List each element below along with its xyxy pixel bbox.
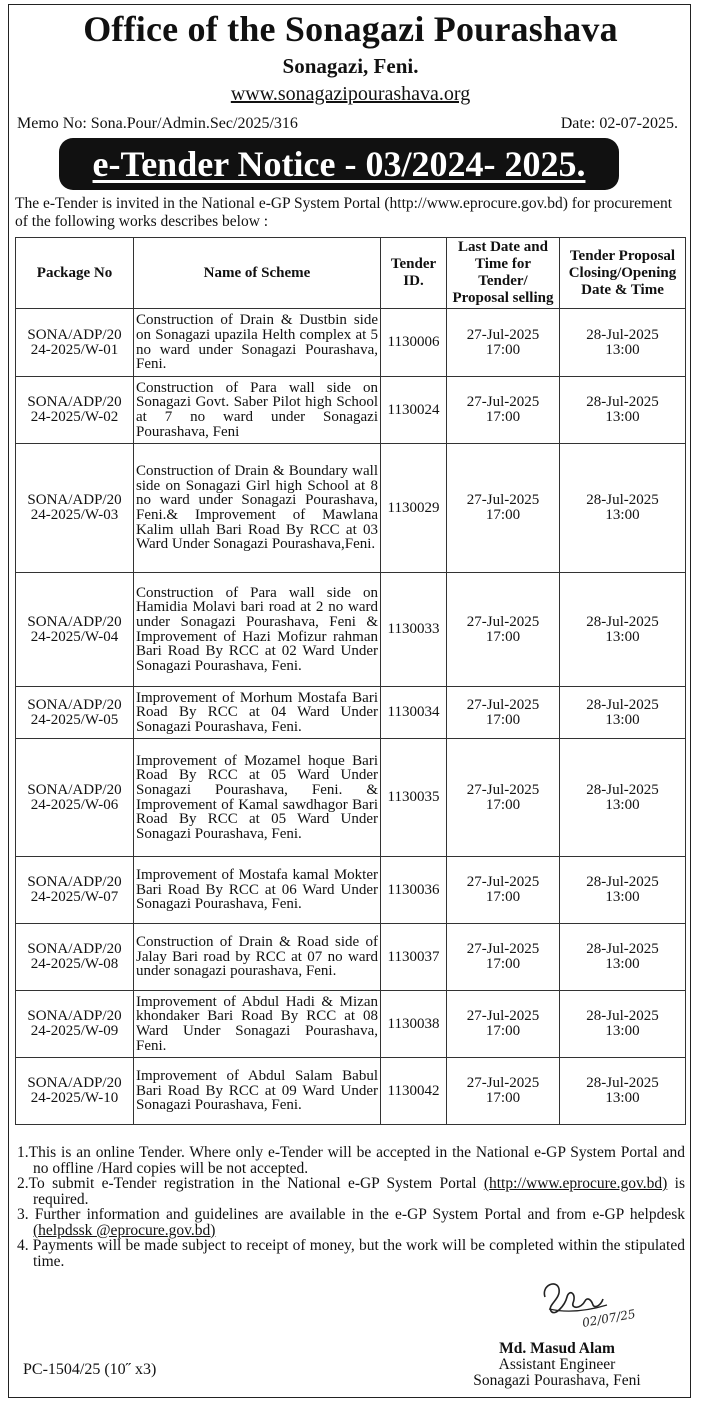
closing-time: 13:00: [605, 1023, 640, 1039]
note-3-text: 3. Further information and guidelines are available in the e-GP System Portal and from e-GP helpdesk: [17, 1206, 685, 1223]
package-cell: SONA/ADP/20 24-2025/W-05: [16, 687, 134, 739]
closing-date: 28-Jul-2025: [586, 781, 659, 798]
tender-id-cell: 1130034: [381, 687, 447, 739]
scheme-cell: Improvement of Mostafa kamal Mokter Bari Road By RCC at 06 Ward Under Sonagazi Pourashava, Feni.: [134, 857, 381, 924]
table-row: [16, 857, 686, 924]
scheme-cell: Improvement of Abdul Hadi & Mizan khondaker Bari Road By RCC at 08 Ward Under Sonagazi Pourashava, Feni.: [134, 991, 381, 1058]
table-header-row: [16, 238, 686, 309]
closing-date-cell: [560, 573, 686, 687]
website-link[interactable]: www.sonagazipourashava.org: [230, 83, 471, 105]
last-date-cell: [447, 309, 560, 377]
last-date: 27-Jul-2025: [466, 1075, 540, 1092]
scheme-cell: Improvement of Mozamel hoque Bari Road By RCC at 05 Ward Under Sonagazi Pourashava, Feni. & Improvement of Kamal sawdhagor Bari Road By RCC at 05 Ward Under Sonagazi Pourashava, Feni.: [134, 739, 381, 857]
closing-time: 13:00: [605, 507, 640, 523]
last-time: 17:00: [485, 1023, 521, 1039]
last-time: 17:00: [485, 956, 521, 972]
table-row: [16, 573, 686, 687]
closing-date-cell: [560, 687, 686, 739]
closing-date: 28-Jul-2025: [586, 1008, 659, 1025]
last-date-cell: [447, 1058, 560, 1125]
handwritten-date: 02/07/25: [581, 1306, 637, 1330]
tender-table: [15, 237, 686, 1125]
header-scheme: Name of Scheme: [134, 238, 381, 309]
helpdesk-email-link[interactable]: (helpdssk @eprocure.gov.bd): [33, 1221, 216, 1239]
closing-date: 28-Jul-2025: [586, 394, 659, 411]
header-tender-id: Tender ID.: [381, 238, 447, 309]
closing-date: 28-Jul-2025: [586, 696, 659, 713]
last-date: 27-Jul-2025: [466, 394, 540, 411]
tender-id-cell: 1130036: [381, 857, 447, 924]
last-time: 17:00: [485, 628, 521, 645]
scheme-cell: Construction of Drain & Boundary wall side on Sonagazi Girl high School at 8 no ward under Sonagazi Pourashava, Feni.& Improvement of Mawlana Kalim ullah Bari Road By RCC at 03 Ward Under Sonagazi Pourashava,Feni.: [134, 444, 381, 573]
last-date: 27-Jul-2025: [466, 874, 540, 891]
closing-date-cell: [560, 924, 686, 991]
last-date: 27-Jul-2025: [466, 941, 540, 958]
last-time: 17:00: [485, 409, 521, 425]
office-location: Sonagazi, Feni.: [282, 54, 419, 78]
tender-id-cell: 1130033: [381, 573, 447, 687]
notice-page: [8, 4, 691, 1398]
closing-date-cell: [560, 739, 686, 857]
last-time: 17:00: [485, 341, 521, 358]
closing-time: 13:00: [605, 409, 640, 425]
closing-date: 28-Jul-2025: [586, 326, 659, 343]
last-date-cell: [447, 739, 560, 857]
last-date: 27-Jul-2025: [466, 696, 540, 713]
closing-date: 28-Jul-2025: [586, 874, 659, 891]
last-date-cell: [447, 687, 560, 739]
table-row: [16, 444, 686, 573]
package-cell: SONA/ADP/20 24-2025/W-09: [16, 991, 134, 1058]
tender-id-cell: 1130037: [381, 924, 447, 991]
table-row: [16, 924, 686, 991]
signatory-designation: Assistant Engineer: [498, 1356, 616, 1373]
tender-table-body: [16, 309, 686, 1125]
package-cell: SONA/ADP/20 24-2025/W-04: [16, 573, 134, 687]
last-date-cell: [447, 444, 560, 573]
closing-time: 13:00: [605, 796, 640, 813]
closing-date: 28-Jul-2025: [586, 613, 659, 630]
package-cell: SONA/ADP/20 24-2025/W-02: [16, 377, 134, 444]
header-package: Package No: [16, 238, 134, 309]
last-time: 17:00: [485, 889, 521, 905]
tender-id-cell: 1130035: [381, 739, 447, 857]
note-2-text: 2.To submit e-Tender registration in the National e-GP System Portal: [17, 1175, 484, 1192]
last-date: 27-Jul-2025: [466, 1008, 540, 1025]
office-website: [9, 82, 692, 106]
scheme-cell: Construction of Drain & Dustbin side on Sonagazi upazila Helth complex at 5 no ward under Sonagazi Pourashava, Feni.: [134, 309, 381, 377]
intro-paragraph: The e-Tender is invited in the National e-GP System Portal (http://www.eprocure.gov.bd) for procurement of the following works describes below :: [15, 195, 673, 230]
tender-id-cell: 1130038: [381, 991, 447, 1058]
last-date-cell: [447, 991, 560, 1058]
memo-number: Memo No: Sona.Pour/Admin.Sec/2025/316: [17, 115, 298, 132]
table-row: [16, 991, 686, 1058]
package-cell: SONA/ADP/20 24-2025/W-10: [16, 1058, 134, 1125]
table-row: [16, 739, 686, 857]
closing-date-cell: [560, 309, 686, 377]
closing-time: 13:00: [605, 711, 640, 728]
signatory-block: [442, 1341, 672, 1389]
tender-id-cell: 1130029: [381, 444, 447, 573]
package-cell: SONA/ADP/20 24-2025/W-08: [16, 924, 134, 991]
last-date: 27-Jul-2025: [466, 613, 540, 630]
signature-mark: [537, 1275, 647, 1335]
last-date-cell: [447, 857, 560, 924]
package-cell: SONA/ADP/20 24-2025/W-03: [16, 444, 134, 573]
scheme-cell: Improvement of Morhum Mostafa Bari Road By RCC at 04 Ward Under Sonagazi Pourashava, Feni.: [134, 687, 381, 739]
closing-time: 13:00: [605, 956, 640, 972]
closing-date-cell: [560, 857, 686, 924]
last-time: 17:00: [485, 711, 521, 728]
last-date: 27-Jul-2025: [466, 781, 540, 798]
last-date-cell: [447, 377, 560, 444]
closing-date: 28-Jul-2025: [586, 941, 659, 958]
tender-id-cell: 1130042: [381, 1058, 447, 1125]
closing-date-cell: [560, 991, 686, 1058]
table-row: [16, 309, 686, 377]
table-row: [16, 377, 686, 444]
closing-time: 13:00: [605, 889, 640, 905]
signatory-name: Md. Masud Alam: [499, 1340, 615, 1357]
package-cell: SONA/ADP/20 24-2025/W-06: [16, 739, 134, 857]
scheme-cell: Construction of Para wall side on Hamidia Molavi bari road at 2 no ward under Sonagazi Pourashava, Feni & Improvement of Hazi Mofizur rahman Bari Road By RCC at 02 Ward Under Sonagazi Pourashava, Feni.: [134, 573, 381, 687]
note-2-end: is required.: [33, 1175, 685, 1208]
memo-date: Date: 02-07-2025.: [560, 115, 678, 132]
table-row: [16, 687, 686, 739]
last-date: 27-Jul-2025: [466, 326, 540, 343]
closing-time: 13:00: [605, 341, 640, 358]
note-3: [17, 1207, 685, 1238]
package-cell: SONA/ADP/20 24-2025/W-07: [16, 857, 134, 924]
office-title: Office of the Sonagazi Pourashava: [83, 9, 618, 49]
last-time: 17:00: [485, 1090, 521, 1106]
last-date-cell: [447, 573, 560, 687]
closing-date: 28-Jul-2025: [586, 1075, 659, 1092]
scheme-cell: Improvement of Abdul Salam Babul Bari Road By RCC at 09 Ward Under Sonagazi Pourashava, Feni.: [134, 1058, 381, 1125]
notes-section: [17, 1145, 685, 1269]
last-date: 27-Jul-2025: [466, 492, 540, 509]
closing-time: 13:00: [605, 628, 640, 645]
scheme-cell: Construction of Drain & Road side of Jalay Bari road by RCC at 07 no ward under sonagazi pourashava, Feni.: [134, 924, 381, 991]
closing-date-cell: [560, 377, 686, 444]
note-1: 1.This is an online Tender. Where only e-Tender will be accepted in the National e-GP System Portal and no offline /Hard copies will be not accepted.: [17, 1144, 685, 1177]
package-cell: SONA/ADP/20 24-2025/W-01: [16, 309, 134, 377]
tender-id-cell: 1130006: [381, 309, 447, 377]
note-2: [17, 1176, 685, 1207]
header-last-date: Last Date and Time for Tender/ Proposal selling: [447, 238, 560, 309]
note-4: 4. Payments will be made subject to receipt of money, but the work will be completed within the stipulated time.: [17, 1237, 685, 1270]
closing-date-cell: [560, 1058, 686, 1125]
tender-id-cell: 1130024: [381, 377, 447, 444]
header-closing: Tender Proposal Closing/Opening Date & Time: [560, 238, 686, 309]
table-row: [16, 1058, 686, 1125]
notice-banner: [59, 138, 619, 190]
notice-title: e-Tender Notice - 03/2024- 2025.: [92, 144, 586, 184]
scheme-cell: Construction of Para wall side on Sonagazi Govt. Saber Pilot high School at 7 no ward under Sonagazi Pourashava, Feni: [134, 377, 381, 444]
closing-time: 13:00: [605, 1090, 640, 1106]
last-time: 17:00: [485, 796, 521, 813]
eprocure-link[interactable]: (http://www.eprocure.gov.bd): [483, 1175, 668, 1192]
closing-date-cell: [560, 444, 686, 573]
last-time: 17:00: [485, 507, 521, 523]
last-date-cell: [447, 924, 560, 991]
closing-date: 28-Jul-2025: [586, 492, 659, 509]
publication-code: PC-1504/25 (10˝ x3): [23, 1361, 157, 1378]
signatory-office: Sonagazi Pourashava, Feni: [473, 1372, 641, 1389]
